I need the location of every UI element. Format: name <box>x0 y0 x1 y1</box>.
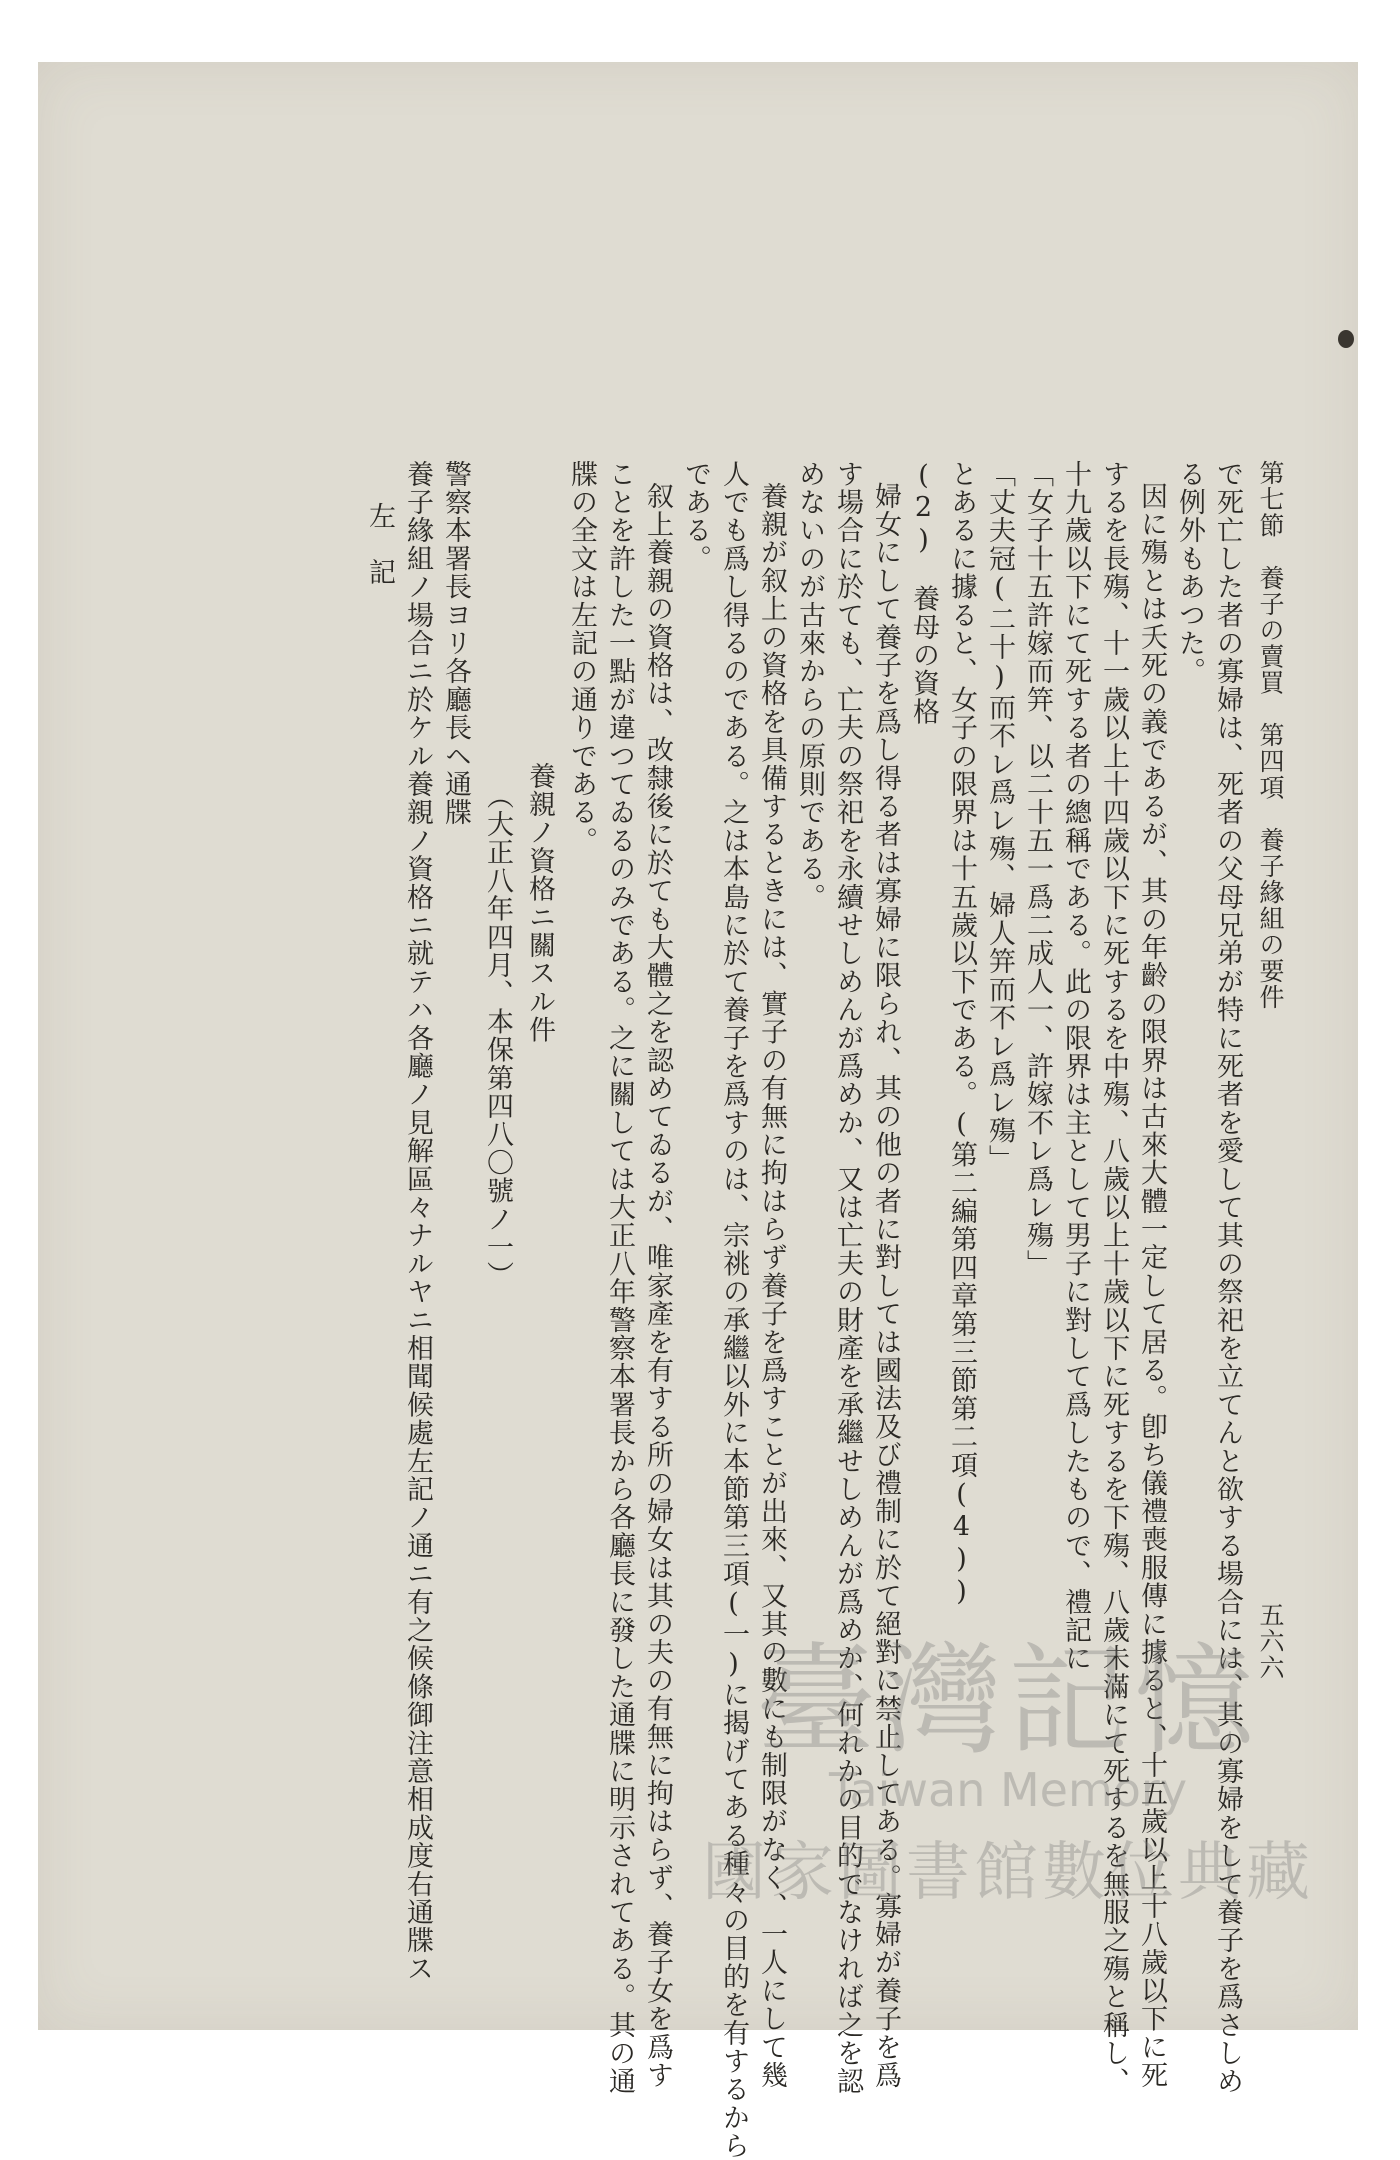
text-line-8: とあるに據ると、女子の限界は十五歲以下である。(第二編第四章第三節第二項(4)) <box>946 460 977 1608</box>
text-line-17: ことを許した一點が違つてゐるのみである。之に關しては大正八年警察本署長から各廳長に發した通牒に明示されてある。其の通 <box>604 460 635 2096</box>
watermark-library: 國家圖書館數位典藏 <box>702 1836 1314 1910</box>
text-line-15: である。 <box>680 460 711 573</box>
text-line-7: 「丈夫冠(二十)而不レ爲レ殤、婦人笄而不レ爲レ殤」 <box>984 460 1015 1173</box>
notice-left-note: 左 記 <box>364 502 395 587</box>
text-line-14: 人でも爲し得るのである。之は本島に於て養子を爲すのは、宗祧の承繼以外に本節第三項(一)に揭げてある種々の目的を有するから <box>718 460 749 2160</box>
text-line-10: 婦女にして養子を爲し得る者は寡婦に限られ、其の他の者に對しては國法及び禮制に於て絕對に禁止してある。寡婦が養子を爲 <box>870 482 901 2090</box>
notice-sender: 警察本署長ヨリ各廳長ヘ通牒 <box>440 460 471 827</box>
section-header: 第七節 養子の賣買 第四項 養子緣組の要件 <box>1256 460 1285 1011</box>
text-line-16: 叙上養親の資格は、改隸後に於ても大體之を認めてゐるが、唯家產を有する所の婦女は其の夫の有無に拘はらず、養子女を爲す <box>642 482 673 2090</box>
text-line-1: で死亡した者の寡婦は、死者の父母兄弟が特に死者を愛して其の祭祀を立てんと欲する場合には、其の寡婦をして養子を爲さしめ <box>1212 460 1243 2096</box>
watermark-english: Taiwan Memory <box>828 1763 1188 1817</box>
notice-date-ref: （大正八年四月、本保第四八〇號ノ一） <box>482 782 513 1290</box>
text-line-12: めないのが古來からの原則である。 <box>794 460 825 912</box>
text-line-11: す場合に於ても、亡夫の祭祀を永續せしめんが爲めか、又は亡夫の財產を承繼せしめんが爲めか、何れかの目的でなければ之を認 <box>832 460 863 2096</box>
watermark-chinese-title: 臺灣記憶 <box>756 1632 1260 1771</box>
notice-body: 養子緣組ノ場合ニ於ケル養親ノ資格ニ就テハ各廳ノ見解區々ナルヤニ相聞候處左記ノ通ニ有之候條御注意相成度右通牒ス <box>402 460 433 1983</box>
document-page <box>38 62 1358 2160</box>
text-line-5: 十九歲以下にて死する者の總稱である。此の限界は主として男子に對して爲したもので、禮記に <box>1060 460 1091 1673</box>
text-line-4: するを長殤、十一歲以上十四歲以下に死するを中殤、八歲以上十歲以下に死するを下殤、八歲未滿にて死するを無服之殤と稱し、 <box>1098 460 1129 2096</box>
page-number: 五六六 <box>1256 1602 1285 1681</box>
taiwan-memory-watermark <box>668 1632 1348 1952</box>
text-line-6: 「女子十五許嫁而笄、以二十五一爲二成人一、許嫁不レ爲レ殤」 <box>1022 460 1053 1278</box>
text-line-18: 牒の全文は左記の通りである。 <box>566 460 597 855</box>
ink-stain <box>1338 330 1354 348</box>
text-line-3: 因に殤とは夭死の義であるが、其の年齡の限界は古來大體一定して居る。卽ち儀禮喪服傳に據ると、十五歲以上十八歲以下に死 <box>1136 482 1167 2090</box>
notice-title: 養親ノ資格ニ關スル件 <box>524 762 555 1044</box>
text-line-13: 養親が叙上の資格を具備するときには、實子の有無に拘はらず養子を爲すことが出來、又其の數にも制限がなく、一人にして幾 <box>756 482 787 2090</box>
subheading-adoptive-mother: (2) 養母の資格 <box>908 460 939 726</box>
text-line-2: る例外もあつた。 <box>1174 460 1205 686</box>
